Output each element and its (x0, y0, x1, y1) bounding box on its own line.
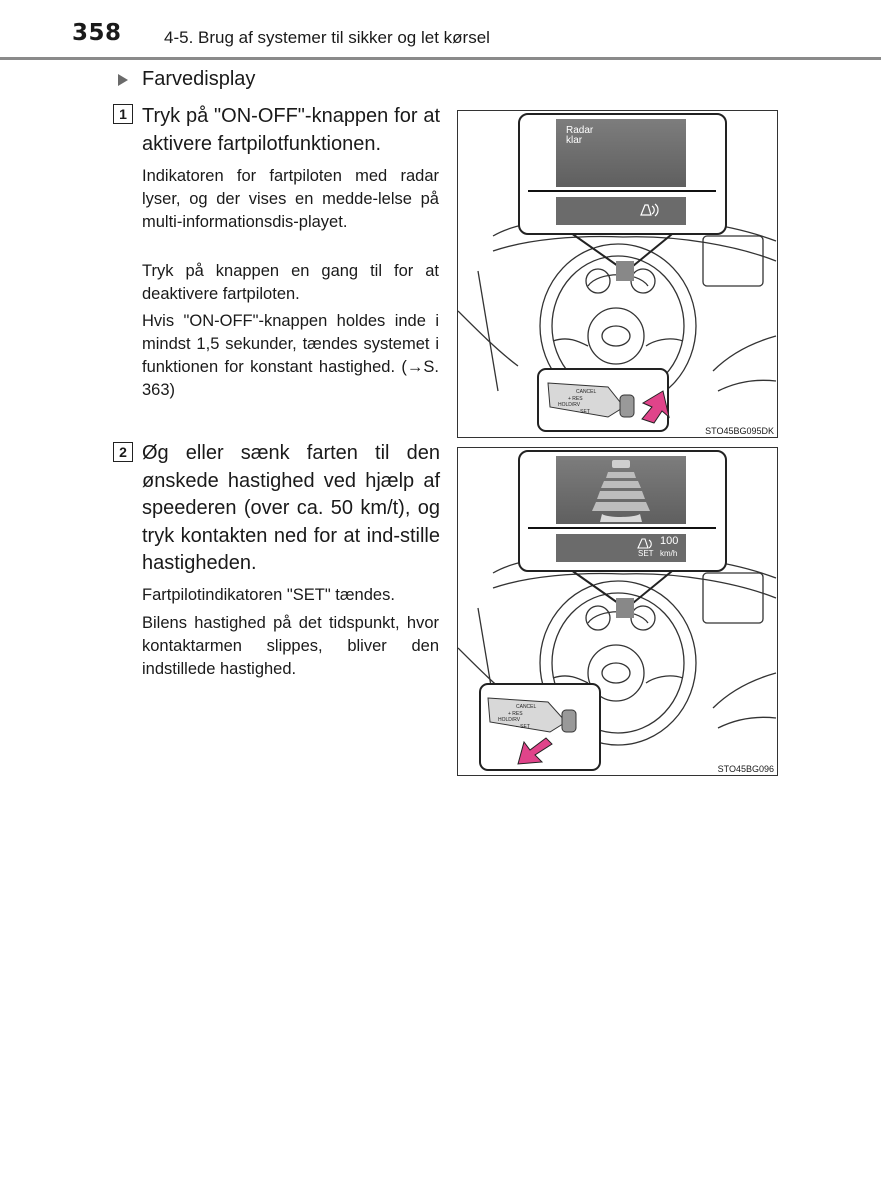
figure-1 (457, 110, 778, 438)
page-number: 358 (72, 20, 122, 46)
step-1-paragraph-1: Indikatoren for fartpiloten med radar lyser, og der vises en medde-lelse på multi-informationsdis-playet. (142, 167, 439, 231)
radar-ready-message: Radar klar (566, 125, 594, 146)
chapter-title: 4-5. Brug af systemer til sikker og let kørsel (164, 28, 490, 47)
multi-information-display-2 (518, 450, 727, 572)
svg-text:CANCEL: CANCEL (576, 389, 597, 395)
step-2-paragraph-1: Fartpilotindikatoren "SET" tændes. (142, 586, 395, 604)
svg-text:– SET: – SET (516, 724, 530, 730)
display-speed-unit: km/h (660, 549, 678, 558)
step-number-1: 1 (113, 104, 133, 124)
figure-1-code: STO45BG095DK (705, 426, 774, 436)
svg-text:HOLD/RV: HOLD/RV (498, 717, 521, 723)
figure-2-code: STO45BG096 (717, 764, 774, 774)
display-speed-value: 100 (660, 535, 679, 547)
radar-cruise-indicator-icon (638, 201, 660, 219)
display-divider (528, 527, 716, 529)
multi-information-display-1 (518, 113, 727, 235)
svg-text:+ RES: + RES (568, 396, 583, 402)
svg-text:CANCEL: CANCEL (516, 704, 537, 710)
triangle-bullet-icon (118, 74, 128, 86)
lane-road-graphic (556, 456, 686, 524)
svg-text:– SET: – SET (576, 409, 590, 415)
display-screen-main (556, 456, 686, 524)
step-1-title: Tryk på "ON-OFF"-knappen for at aktivere fartpilotfunktionen. (142, 105, 440, 155)
svg-text:HOLD/RV: HOLD/RV (558, 402, 581, 408)
page-header (0, 0, 881, 60)
step-2-paragraph-2: Bilens hastighed på det tidspunkt, hvor kontaktarmen slippes, bliver den indstillede hastighed. (142, 614, 439, 678)
step-1-paragraph-3: Hvis "ON-OFF"-knappen holdes inde i mindst 1,5 sekunder, tændes systemet i funktionen for konstant hastighed. (→S. 363) (142, 312, 439, 399)
display-divider (528, 190, 716, 192)
svg-text:+ RES: + RES (508, 711, 523, 717)
display-status-bar (556, 197, 686, 225)
display-set-label: SET (638, 549, 654, 558)
section-heading (118, 68, 255, 91)
radar-cruise-indicator-icon (636, 536, 656, 550)
section-heading-text: Farvedisplay (142, 68, 256, 90)
figure-2 (457, 447, 778, 776)
step-1-paragraph-2: Tryk på knappen en gang til for at deaktivere fartpiloten. (142, 262, 439, 303)
header-rule (0, 57, 881, 60)
step-2-title: Øg eller sænk farten til den ønskede hastighed ved hjælp af speederen (over ca. 50 km/t), og tryk kontakten ned for at ind-stille hastigheden. (142, 442, 440, 574)
step-number-2: 2 (113, 442, 133, 462)
